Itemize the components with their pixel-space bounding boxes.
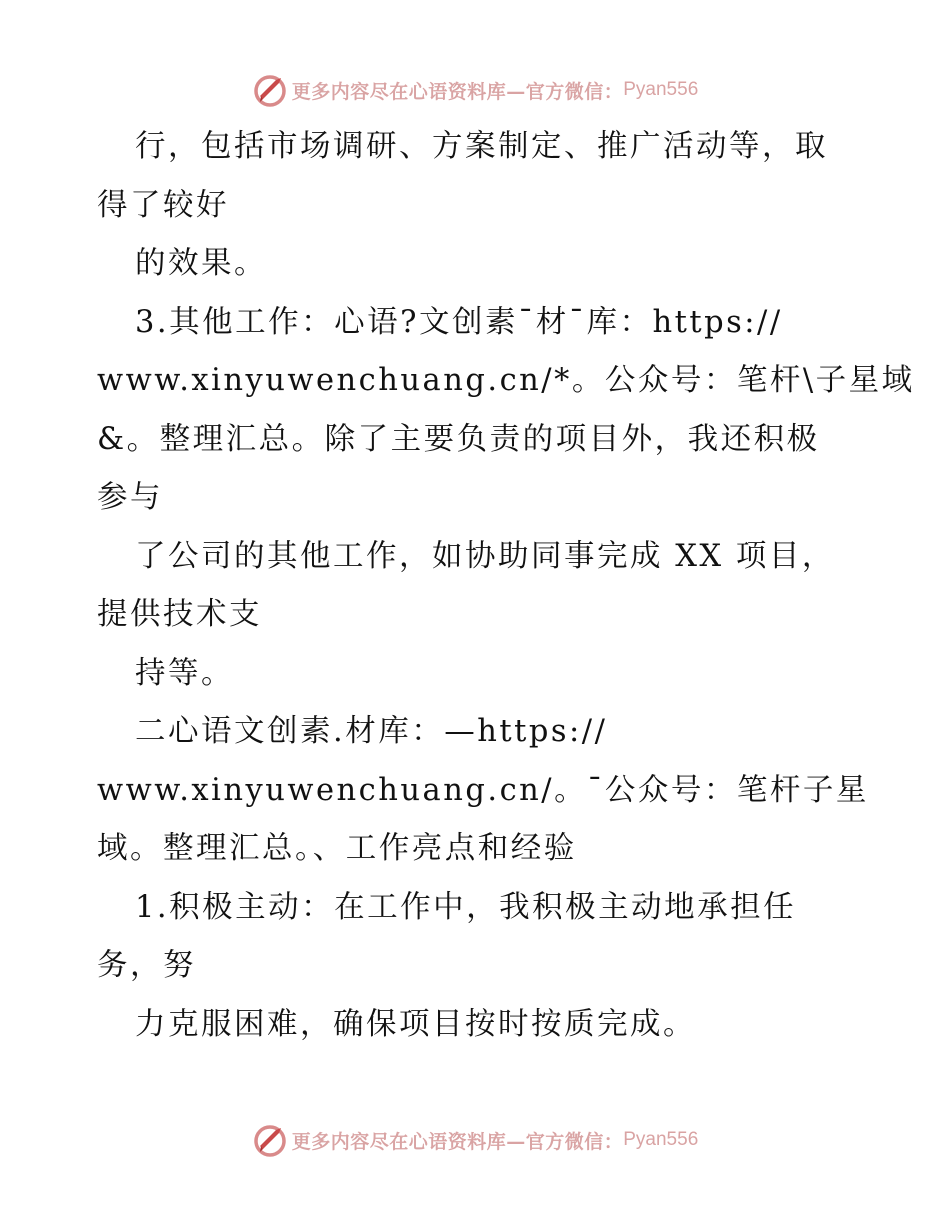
header-watermark	[0, 70, 950, 110]
text-line: www.xinyuwenchuang.cn/。¯公众号：笔杆子星	[97, 772, 869, 808]
text-line: 提供技术支	[97, 597, 262, 632]
text-line: 参与	[97, 480, 163, 515]
text-line: 力克服困难，确保项目按时按质完成。	[135, 1006, 696, 1042]
text-line: 1.积极主动：在工作中，我积极主动地承担任	[135, 889, 797, 925]
pen-logo-icon	[252, 72, 288, 108]
watermark-wechat-id: Pyan556	[623, 79, 699, 100]
watermark-wechat-id: Pyan556	[623, 1129, 699, 1150]
footer-watermark	[0, 1120, 950, 1160]
watermark-text: 更多内容尽在心语资料库—官方微信：	[291, 1130, 624, 1153]
text-line: 了公司的其他工作，如协助同事完成 XX 项目，	[135, 538, 835, 574]
text-line: 的效果。	[135, 246, 267, 281]
document-body	[97, 118, 915, 1054]
text-line: 持等。	[135, 655, 234, 691]
watermark-text: 更多内容尽在心语资料库—官方微信：	[291, 80, 624, 103]
text-line: 行，包括市场调研、方案制定、推广活动等，取	[135, 129, 828, 164]
text-line: &。整理汇总。除了主要负责的项目外，我还积极	[97, 421, 820, 457]
text-line: www.xinyuwenchuang.cn/*。公众号：笔杆\子星域	[97, 363, 915, 398]
text-line: 二心语文创素.材库：—https://	[135, 714, 608, 749]
pen-logo-icon	[252, 1122, 288, 1158]
text-line: 务，努	[97, 948, 196, 983]
text-line: 得了较好	[97, 187, 229, 223]
text-line: 3.其他工作：心语?文创素¯材¯库：https://	[135, 304, 783, 340]
text-line: 域。整理汇总。、工作亮点和经验	[97, 831, 577, 866]
